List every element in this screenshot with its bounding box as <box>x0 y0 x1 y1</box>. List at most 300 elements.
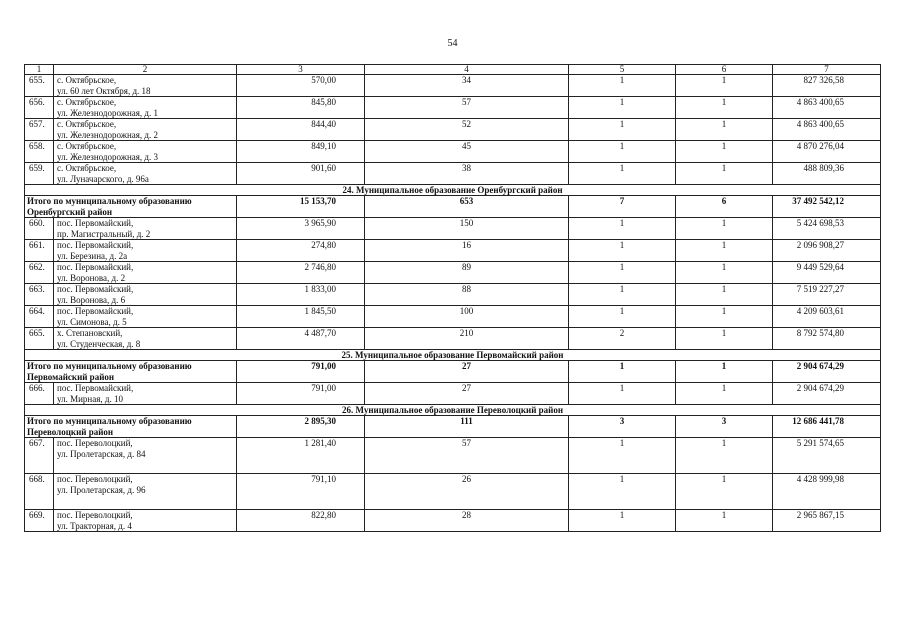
residents-cell-text: 52 <box>462 119 471 129</box>
count-cell <box>569 328 676 350</box>
total-label-text: Итого по муниципальному образованию <box>27 416 192 426</box>
table-row <box>25 97 881 119</box>
residents-cell-text: 100 <box>459 306 474 316</box>
residents-cell-text: 57 <box>462 438 471 448</box>
address-cell-text: ул. Мирная, д. 10 <box>57 393 123 404</box>
residents-cell <box>365 163 569 185</box>
address-cell <box>54 119 237 141</box>
cost-cell-text: 7 519 227,27 <box>796 284 844 294</box>
count-cell <box>569 262 676 284</box>
cost-cell <box>773 141 881 163</box>
cost-cell-text: 2 904 674,29 <box>796 383 844 393</box>
count-cell-text: 1 <box>721 141 727 151</box>
cost-cell <box>773 97 881 119</box>
area-cell-text: 2 746,80 <box>304 262 336 272</box>
cost-cell <box>773 416 881 438</box>
count-cell <box>676 416 773 438</box>
address-cell <box>54 97 237 119</box>
count-cell <box>676 218 773 240</box>
address-cell-text: пос. Первомайский, <box>57 218 134 228</box>
row-number-text: 665. <box>29 328 45 338</box>
count-cell-text: 1 <box>721 438 727 448</box>
address-cell-text: с. Октябрьское, <box>57 75 117 85</box>
address-cell-text: ул. Пролетарская, д. 84 <box>57 448 146 459</box>
address-cell-text: ул. Тракторная, д. 4 <box>57 520 132 531</box>
area-cell <box>237 306 365 328</box>
total-label <box>25 416 237 438</box>
section-header-row <box>25 350 881 361</box>
count-cell <box>676 141 773 163</box>
row-number <box>25 284 54 306</box>
cost-cell <box>773 438 881 474</box>
cost-cell <box>773 119 881 141</box>
row-number-text: 667. <box>29 438 45 448</box>
address-cell-text: с. Октябрьское, <box>57 97 117 107</box>
table-row <box>25 474 881 510</box>
count-cell-text: 1 <box>619 163 625 173</box>
row-number-text: 668. <box>29 474 45 484</box>
cost-cell-text: 4 863 400,65 <box>796 97 844 107</box>
count-cell-text: 6 <box>721 196 727 206</box>
count-cell <box>676 163 773 185</box>
count-cell <box>676 97 773 119</box>
count-cell-text: 1 <box>721 262 727 272</box>
count-cell-text: 2 <box>619 328 625 338</box>
residents-cell-text: 16 <box>462 240 471 250</box>
address-cell-text: с. Октябрьское, <box>57 119 117 129</box>
cost-cell <box>773 510 881 532</box>
column-number-row <box>25 65 881 75</box>
count-cell <box>676 438 773 474</box>
section-title-text: 24. Муниципальное образование Оренбургский район <box>342 185 563 195</box>
address-cell <box>54 75 237 97</box>
area-cell <box>237 416 365 438</box>
address-cell-text: ул. Железнодорожная, д. 3 <box>57 151 159 162</box>
count-cell-text: 1 <box>721 97 727 107</box>
residents-cell-text: 88 <box>462 284 471 294</box>
area-cell <box>237 141 365 163</box>
row-number <box>25 97 54 119</box>
count-cell-text: 1 <box>619 383 625 393</box>
area-cell <box>237 240 365 262</box>
total-label-text: Итого по муниципальному образованию <box>27 196 192 206</box>
residents-cell-text: 28 <box>462 510 471 520</box>
address-cell-text: с. Октябрьское, <box>57 163 117 173</box>
count-cell-text: 1 <box>721 510 727 520</box>
row-number-text: 664. <box>29 306 45 316</box>
area-cell-text: 844,40 <box>311 119 336 129</box>
residents-cell-text: 27 <box>462 383 471 393</box>
row-number-text: 662. <box>29 262 45 272</box>
address-cell <box>54 284 237 306</box>
cost-cell <box>773 328 881 350</box>
count-cell-text: 1 <box>619 510 625 520</box>
address-cell-text: ул. Воронова, д. 6 <box>57 294 126 305</box>
area-cell <box>237 474 365 510</box>
area-cell-text: 4 487,70 <box>304 328 336 338</box>
row-number <box>25 141 54 163</box>
count-cell <box>569 438 676 474</box>
count-cell <box>569 416 676 438</box>
cost-cell-text: 5 291 574,65 <box>796 438 844 448</box>
count-cell-text: 1 <box>619 438 625 448</box>
area-cell <box>237 218 365 240</box>
residents-cell-text: 26 <box>462 474 471 484</box>
column-number: 4 <box>365 65 569 75</box>
area-cell-text: 2 895,30 <box>304 416 336 426</box>
total-row <box>25 416 881 438</box>
address-cell-text: пос. Переволоцкий, <box>57 474 133 484</box>
area-cell-text: 845,80 <box>311 97 336 107</box>
count-cell <box>569 284 676 306</box>
count-cell <box>569 119 676 141</box>
residents-cell <box>365 218 569 240</box>
cost-cell-text: 37 492 542,12 <box>792 196 844 206</box>
residents-cell-text: 57 <box>462 97 471 107</box>
row-number <box>25 383 54 405</box>
residents-cell <box>365 383 569 405</box>
section-header-row <box>25 405 881 416</box>
address-cell <box>54 240 237 262</box>
count-cell-text: 1 <box>721 163 727 173</box>
row-number-text: 663. <box>29 284 45 294</box>
table-row <box>25 438 881 474</box>
residents-cell <box>365 438 569 474</box>
row-number-text: 656. <box>29 97 45 107</box>
residents-cell <box>365 75 569 97</box>
address-cell <box>54 438 237 474</box>
residents-cell <box>365 119 569 141</box>
count-cell-text: 1 <box>721 75 727 85</box>
row-number-text: 659. <box>29 163 45 173</box>
row-number-text: 660. <box>29 218 45 228</box>
residents-cell <box>365 361 569 383</box>
cost-cell-text: 4 428 999,98 <box>796 474 844 484</box>
row-number <box>25 262 54 284</box>
total-label-text: Оренбургский район <box>27 206 113 217</box>
address-cell <box>54 262 237 284</box>
area-cell-text: 1 845,50 <box>304 306 336 316</box>
count-cell-text: 1 <box>619 306 625 316</box>
address-cell <box>54 474 237 510</box>
count-cell-text: 1 <box>721 361 727 371</box>
residents-cell-text: 210 <box>459 328 474 338</box>
area-cell-text: 570,00 <box>311 75 336 85</box>
area-cell <box>237 361 365 383</box>
address-cell-text: ул. Железнодорожная, д. 1 <box>57 107 159 118</box>
cost-cell <box>773 383 881 405</box>
table-row <box>25 383 881 405</box>
residents-cell-text: 34 <box>462 75 471 85</box>
count-cell-text: 1 <box>619 119 625 129</box>
count-cell <box>676 306 773 328</box>
row-number-text: 666. <box>29 383 45 393</box>
row-number <box>25 328 54 350</box>
column-number: 6 <box>676 65 773 75</box>
cost-cell-text: 2 904 674,29 <box>796 361 844 371</box>
residents-cell-text: 38 <box>462 163 471 173</box>
cost-cell <box>773 262 881 284</box>
address-cell-text: ул. 60 лет Октября, д. 18 <box>57 85 151 96</box>
count-cell <box>569 97 676 119</box>
count-cell <box>676 196 773 218</box>
count-cell-text: 1 <box>721 218 727 228</box>
residents-cell <box>365 97 569 119</box>
address-cell-text: х. Степановский, <box>57 328 123 338</box>
count-cell-text: 1 <box>721 328 727 338</box>
residents-cell <box>365 474 569 510</box>
row-number <box>25 474 54 510</box>
cost-cell <box>773 218 881 240</box>
count-cell-text: 1 <box>619 284 625 294</box>
count-cell-text: 1 <box>721 240 727 250</box>
total-label <box>25 196 237 218</box>
area-cell-text: 791,10 <box>311 474 336 484</box>
area-cell-text: 901,60 <box>311 163 336 173</box>
area-cell <box>237 163 365 185</box>
cost-cell <box>773 240 881 262</box>
area-cell-text: 791,00 <box>311 361 336 371</box>
address-cell-text: ул. Березина, д. 2а <box>57 250 128 261</box>
cost-cell <box>773 284 881 306</box>
count-cell-text: 1 <box>619 97 625 107</box>
total-label-text: Переволоцкий район <box>27 426 114 437</box>
count-cell <box>676 284 773 306</box>
residents-cell-text: 653 <box>459 196 474 206</box>
row-number <box>25 119 54 141</box>
address-cell-text: пос. Первомайский, <box>57 284 134 294</box>
address-cell <box>54 383 237 405</box>
address-cell <box>54 163 237 185</box>
address-cell <box>54 510 237 532</box>
section-title <box>25 185 881 196</box>
residents-cell <box>365 141 569 163</box>
count-cell-text: 1 <box>721 119 727 129</box>
address-cell-text: с. Октябрьское, <box>57 141 117 151</box>
area-cell-text: 15 153,70 <box>300 196 336 206</box>
count-cell <box>569 383 676 405</box>
residents-cell-text: 27 <box>462 361 471 371</box>
address-cell-text: пос. Переволоцкий, <box>57 510 133 520</box>
count-cell <box>569 141 676 163</box>
area-cell-text: 791,00 <box>311 383 336 393</box>
address-cell-text: ул. Симонова, д. 5 <box>57 316 127 327</box>
count-cell <box>569 306 676 328</box>
area-cell-text: 1 281,40 <box>304 438 336 448</box>
table-row <box>25 262 881 284</box>
count-cell <box>676 361 773 383</box>
count-cell <box>569 510 676 532</box>
row-number <box>25 510 54 532</box>
count-cell <box>569 75 676 97</box>
count-cell <box>569 218 676 240</box>
count-cell <box>676 328 773 350</box>
count-cell-text: 1 <box>619 218 625 228</box>
count-cell-text: 7 <box>619 196 625 206</box>
residents-cell-text: 111 <box>460 416 473 426</box>
row-number <box>25 163 54 185</box>
cost-cell <box>773 361 881 383</box>
row-number <box>25 75 54 97</box>
section-title-text: 26. Муниципальное образование Переволоцкий район <box>341 405 564 415</box>
count-cell <box>569 474 676 510</box>
residents-cell <box>365 240 569 262</box>
cost-cell-text: 8 792 574,80 <box>796 328 844 338</box>
table-row <box>25 510 881 532</box>
column-number: 1 <box>25 65 54 75</box>
table-row <box>25 218 881 240</box>
column-number: 2 <box>54 65 237 75</box>
total-label <box>25 361 237 383</box>
address-cell <box>54 218 237 240</box>
cost-cell <box>773 163 881 185</box>
count-cell <box>569 163 676 185</box>
area-cell <box>237 196 365 218</box>
table-row <box>25 163 881 185</box>
area-cell <box>237 328 365 350</box>
cost-cell-text: 4 209 603,61 <box>796 306 844 316</box>
table-row <box>25 141 881 163</box>
row-number <box>25 218 54 240</box>
cost-cell-text: 5 424 698,53 <box>796 218 844 228</box>
address-cell-text: пос. Первомайский, <box>57 383 134 393</box>
table-row <box>25 240 881 262</box>
address-cell-text: пос. Первомайский, <box>57 240 134 250</box>
residents-cell <box>365 262 569 284</box>
total-label-text: Первомайский район <box>27 371 115 382</box>
address-cell-text: ул. Пролетарская, д. 96 <box>57 484 146 495</box>
total-row <box>25 196 881 218</box>
area-cell-text: 822,80 <box>311 510 336 520</box>
residents-cell <box>365 306 569 328</box>
count-cell-text: 1 <box>619 262 625 272</box>
count-cell <box>569 196 676 218</box>
cost-cell <box>773 75 881 97</box>
registry-table <box>24 64 881 532</box>
row-number-text: 657. <box>29 119 45 129</box>
count-cell-text: 1 <box>619 141 625 151</box>
cost-cell-text: 2 096 908,27 <box>796 240 844 250</box>
count-cell-text: 3 <box>619 416 625 426</box>
area-cell <box>237 383 365 405</box>
column-number: 5 <box>569 65 676 75</box>
cost-cell <box>773 474 881 510</box>
cost-cell <box>773 306 881 328</box>
residents-cell-text: 45 <box>462 141 471 151</box>
count-cell-text: 1 <box>721 383 727 393</box>
column-number: 3 <box>237 65 365 75</box>
address-cell-text: ул. Воронова, д. 2 <box>57 272 126 283</box>
area-cell-text: 3 965,90 <box>304 218 336 228</box>
area-cell <box>237 510 365 532</box>
address-cell-text: пос. Переволоцкий, <box>57 438 133 448</box>
count-cell <box>676 262 773 284</box>
count-cell <box>676 119 773 141</box>
count-cell-text: 1 <box>721 284 727 294</box>
area-cell <box>237 438 365 474</box>
count-cell-text: 3 <box>721 416 727 426</box>
count-cell <box>569 240 676 262</box>
section-title-text: 25. Муниципальное образование Первомайский район <box>341 350 564 360</box>
count-cell <box>676 75 773 97</box>
area-cell <box>237 119 365 141</box>
residents-cell <box>365 416 569 438</box>
residents-cell-text: 150 <box>459 218 474 228</box>
table-row <box>25 328 881 350</box>
area-cell-text: 274,80 <box>311 240 336 250</box>
cost-cell-text: 9 449 529,64 <box>796 262 844 272</box>
row-number-text: 669. <box>29 510 45 520</box>
count-cell-text: 1 <box>721 306 727 316</box>
count-cell <box>569 361 676 383</box>
residents-cell <box>365 284 569 306</box>
count-cell-text: 1 <box>619 474 625 484</box>
address-cell-text: ул. Студенческая, д. 8 <box>57 338 141 349</box>
area-cell <box>237 262 365 284</box>
cost-cell <box>773 196 881 218</box>
row-number <box>25 306 54 328</box>
cost-cell-text: 488 809,36 <box>803 163 844 173</box>
count-cell <box>676 510 773 532</box>
count-cell <box>676 474 773 510</box>
count-cell <box>676 383 773 405</box>
residents-cell <box>365 510 569 532</box>
count-cell-text: 1 <box>619 240 625 250</box>
count-cell-text: 1 <box>721 474 727 484</box>
table-row <box>25 119 881 141</box>
area-cell-text: 849,10 <box>311 141 336 151</box>
page-number: 54 <box>447 38 458 49</box>
cost-cell-text: 4 863 400,65 <box>796 119 844 129</box>
residents-cell-text: 89 <box>462 262 471 272</box>
residents-cell <box>365 196 569 218</box>
address-cell-text: пос. Первомайский, <box>57 262 134 272</box>
table-row <box>25 284 881 306</box>
address-cell <box>54 306 237 328</box>
cost-cell-text: 2 965 867,15 <box>796 510 844 520</box>
section-title <box>25 405 881 416</box>
total-row <box>25 361 881 383</box>
table-row <box>25 306 881 328</box>
area-cell-text: 1 833,00 <box>304 284 336 294</box>
section-title <box>25 350 881 361</box>
row-number-text: 661. <box>29 240 45 250</box>
count-cell <box>676 240 773 262</box>
address-cell-text: ул. Железнодорожная, д. 2 <box>57 129 159 140</box>
count-cell-text: 1 <box>619 361 625 371</box>
area-cell <box>237 97 365 119</box>
address-cell <box>54 328 237 350</box>
row-number <box>25 240 54 262</box>
section-header-row <box>25 185 881 196</box>
row-number-text: 655. <box>29 75 45 85</box>
row-number <box>25 438 54 474</box>
address-cell-text: пр. Магистральный, д. 2 <box>57 228 151 239</box>
address-cell-text: пос. Первомайский, <box>57 306 134 316</box>
cost-cell-text: 4 870 276,04 <box>796 141 844 151</box>
column-number: 7 <box>773 65 881 75</box>
cost-cell-text: 827 326,58 <box>803 75 844 85</box>
count-cell-text: 1 <box>619 75 625 85</box>
address-cell-text: ул. Луначарского, д. 96а <box>57 173 149 184</box>
residents-cell <box>365 328 569 350</box>
address-cell <box>54 141 237 163</box>
area-cell <box>237 284 365 306</box>
cost-cell-text: 12 686 441,78 <box>792 416 844 426</box>
total-label-text: Итого по муниципальному образованию <box>27 361 192 371</box>
table-row <box>25 75 881 97</box>
row-number-text: 658. <box>29 141 45 151</box>
